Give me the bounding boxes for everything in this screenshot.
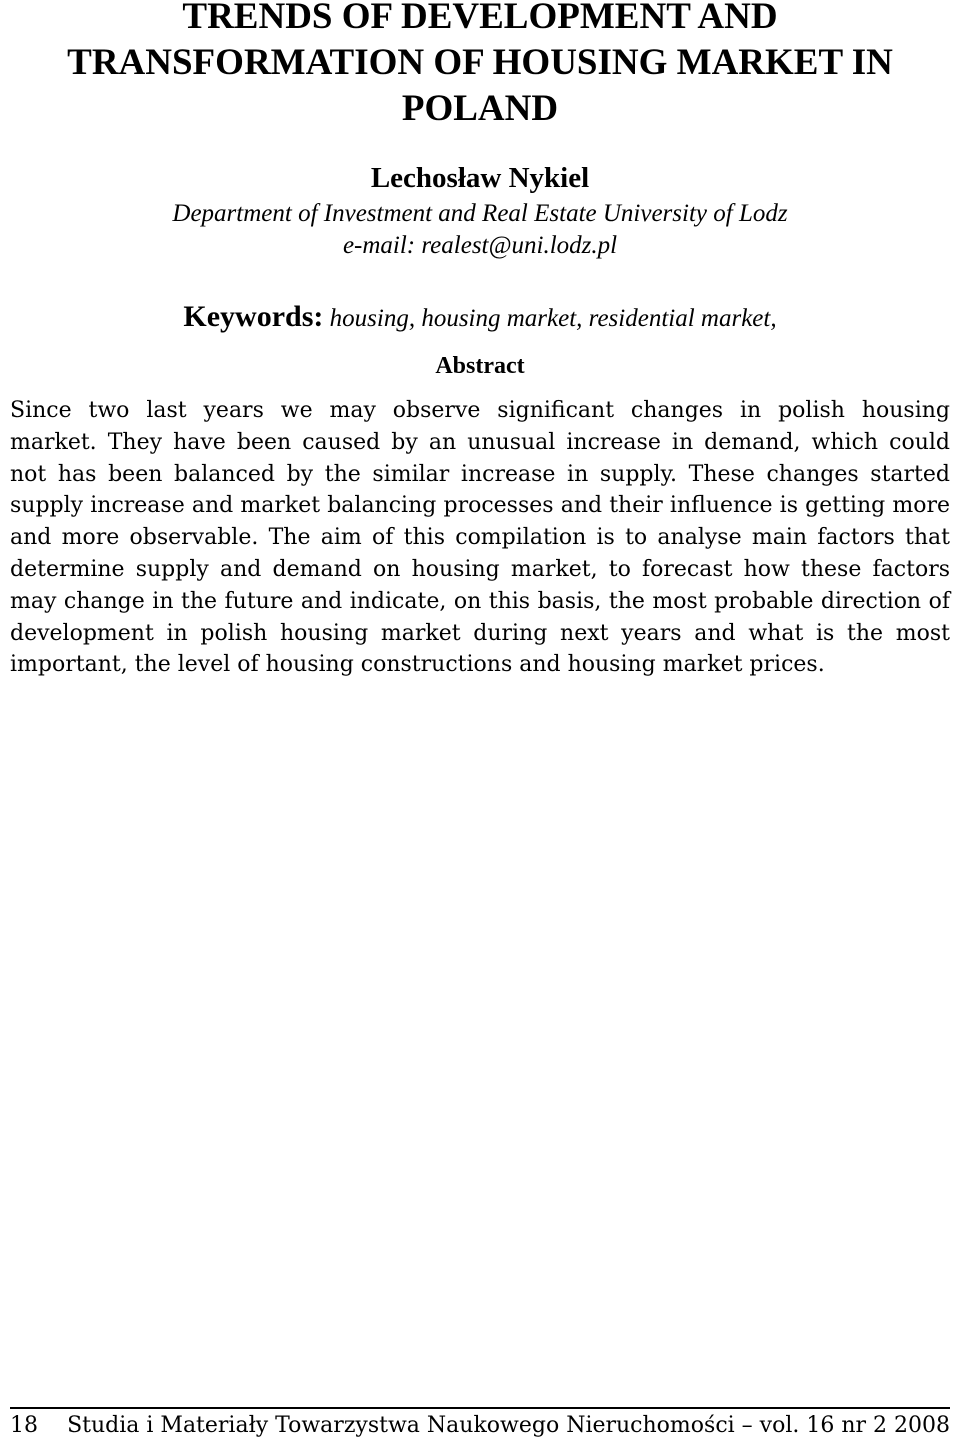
paper-title-line-2: TRANSFORMATION OF HOUSING MARKET IN	[67, 42, 893, 83]
abstract-line: supply increase and market balancing processes and their influence is getting more	[10, 493, 950, 519]
author-affiliation: Department of Investment and Real Estate University of Lodz	[172, 200, 788, 227]
footer-page-number: 18	[10, 1413, 38, 1438]
footer-journal-name: Studia i Materiały Towarzystwa Naukowego Nieruchomości – vol. 16 nr 2 2008	[67, 1413, 950, 1438]
abstract-body	[10, 395, 950, 681]
paper-title	[40, 0, 920, 132]
abstract-line: determine supply and demand on housing market, to forecast how these factors	[10, 556, 950, 582]
keywords-text: housing, housing market, residential market,	[323, 305, 777, 332]
author-email: e-mail: realest@uni.lodz.pl	[342, 232, 618, 259]
abstract-line: development in polish housing market during next years and what is the most	[10, 620, 950, 646]
keywords	[0, 300, 960, 336]
abstract-line: Since two last years we may observe significant changes in polish housing	[10, 398, 950, 423]
abstract-heading: Abstract	[435, 353, 525, 379]
abstract-line: market. They have been caused by an unusual increase in demand, which could	[10, 429, 950, 455]
author-name: Lechosław Nykiel	[370, 162, 590, 194]
paper-title-line-1: TRENDS OF DEVELOPMENT AND	[182, 0, 778, 37]
abstract-line: may change in the future and indicate, on this basis, the most probable direction of	[10, 588, 950, 614]
abstract-line: not has been balanced by the similar increase in supply. These changes started	[10, 461, 950, 487]
keywords-label: Keywords:	[183, 300, 324, 333]
abstract-line: and more observable. The aim of this compilation is to analyse main factors that	[10, 525, 950, 551]
footer-divider	[10, 1407, 950, 1409]
paper-title-line-3: POLAND	[401, 88, 559, 129]
abstract-line: important, the level of housing constructions and housing market prices.	[10, 652, 825, 678]
